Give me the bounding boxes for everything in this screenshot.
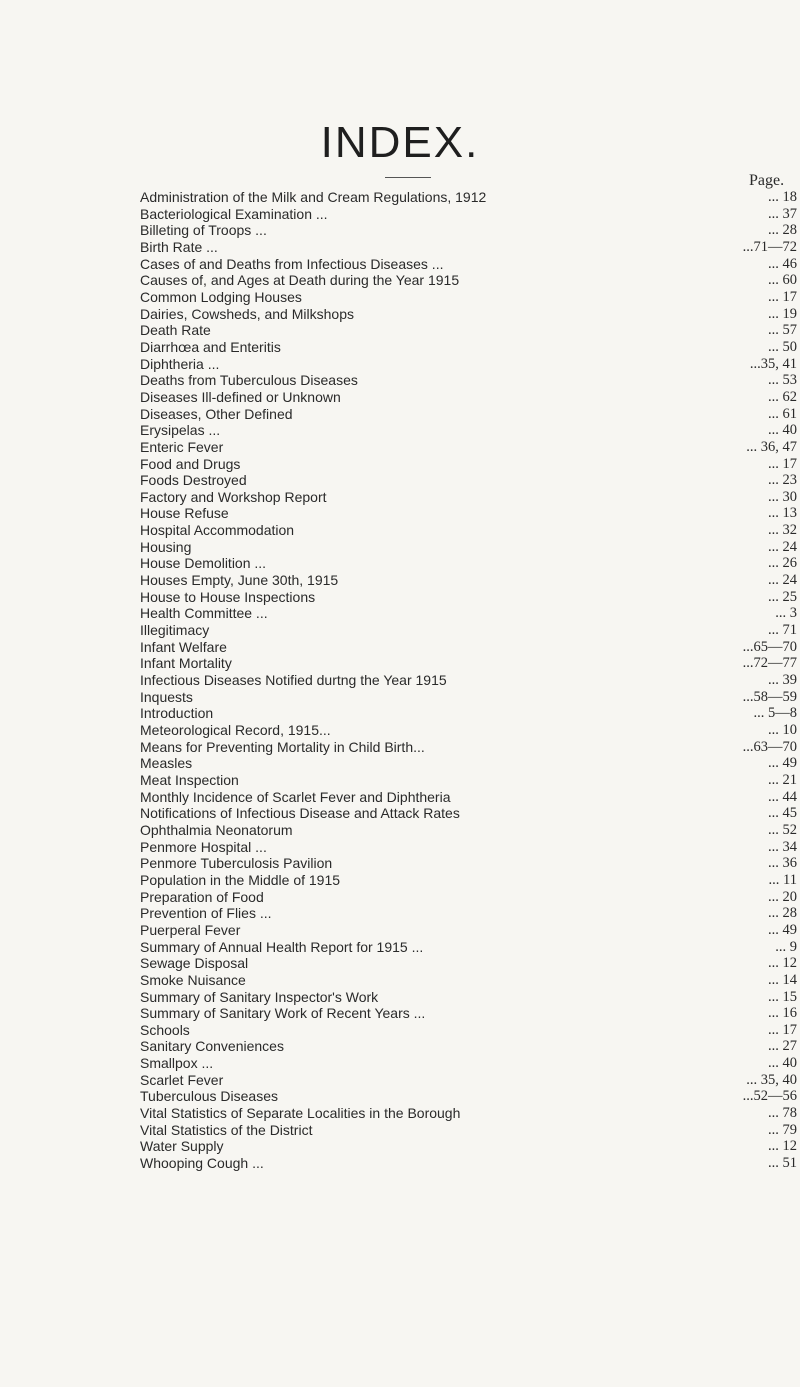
index-entry xyxy=(140,239,797,256)
index-entry-label: House to House Inspections xyxy=(140,588,316,605)
index-entry xyxy=(140,1138,797,1155)
index-entry-label: Meteorological Record, 1915... xyxy=(140,722,331,738)
index-entry-label: Sanitary Conveniences xyxy=(140,1038,284,1055)
index-entry-page: ... 44 xyxy=(768,788,797,805)
index-entry xyxy=(140,322,797,339)
index-entry xyxy=(140,739,797,756)
index-entry-page: ...35, 41 xyxy=(749,355,797,372)
index-entry xyxy=(140,822,797,839)
index-entry xyxy=(140,1022,797,1039)
index-entry-page: ... 9 xyxy=(775,938,797,955)
index-entry xyxy=(140,189,797,206)
index-entry-label: Diseases Ill-defined or Unknown xyxy=(140,388,341,405)
index-entry-label: Prevention of Flies ... xyxy=(140,905,272,922)
index-entry-label: Summary of Annual Health Report for 1915 ... xyxy=(140,938,424,955)
index-entry-label: Dairies, Cowsheds, and Milkshops xyxy=(140,305,354,322)
index-entry xyxy=(140,955,797,972)
index-entry-label: Infectious Diseases Notified durtng the Year 1915 xyxy=(140,672,447,689)
index-entry-label: Ophthalmia Neonatorum xyxy=(140,821,293,838)
index-entry-page: ... 40 xyxy=(768,422,797,439)
index-entry xyxy=(140,289,797,306)
index-entry-page: ... 18 xyxy=(768,189,797,205)
index-entry-page: ... 15 xyxy=(768,988,797,1005)
index-entry-page: ... 61 xyxy=(768,405,797,422)
index-entry-label: Inquests xyxy=(140,688,193,705)
index-entry-page: ... 35, 40 xyxy=(746,1071,797,1088)
page-column-header: Page. xyxy=(749,172,785,189)
index-entry xyxy=(140,939,797,956)
index-entry-page: ... 37 xyxy=(768,205,797,222)
index-entry-page: ... 62 xyxy=(768,388,797,405)
index-entry-label: Monthly Incidence of Scarlet Fever and Diphtheria xyxy=(140,788,451,805)
index-entry-label: Measles xyxy=(140,755,193,772)
index-entry-label: Houses Empty, June 30th, 1915 xyxy=(140,572,339,589)
index-entry-page: ... 17 xyxy=(768,1021,797,1038)
index-entry-page: ... 14 xyxy=(768,971,797,988)
index-entry-page: ... 60 xyxy=(768,272,797,289)
index-entry-label: Diphtheria ... xyxy=(140,355,220,372)
index-entry xyxy=(140,689,797,706)
index-entry-label: Hospital Accommodation xyxy=(140,522,295,539)
index-entry-page: ... 25 xyxy=(768,588,797,605)
index-entry-page: ... 26 xyxy=(768,555,797,572)
index-entry-page: ... 49 xyxy=(768,755,797,772)
index-entry-page: ...52—56 xyxy=(742,1088,797,1105)
index-entry-label: Sewage Disposal xyxy=(140,955,249,972)
index-entry-label: House Refuse xyxy=(140,505,229,522)
index-entry-label: Infant Welfare xyxy=(140,638,227,655)
index-entry-label: House Demolition ... xyxy=(140,555,267,572)
index-entry xyxy=(140,489,797,506)
index-entry xyxy=(140,805,797,822)
index-entry-page: ... 32 xyxy=(768,522,797,539)
index-entry xyxy=(140,622,797,639)
index-entry-label: Erysipelas ... xyxy=(140,422,221,439)
index-entry xyxy=(140,272,797,289)
index-list xyxy=(140,189,797,1172)
index-entry xyxy=(140,422,797,439)
index-entry xyxy=(140,406,797,423)
index-entry xyxy=(140,472,797,489)
index-entry xyxy=(140,306,797,323)
index-entry-label: Preparation of Food xyxy=(140,888,264,905)
index-entry-page: ... 49 xyxy=(768,921,797,938)
index-entry-page: ... 23 xyxy=(768,472,797,489)
index-entry xyxy=(140,639,797,656)
index-entry xyxy=(140,1122,797,1139)
index-entry xyxy=(140,389,797,406)
index-entry-page: ... 71 xyxy=(768,622,797,639)
index-entry-page: ...58—59 xyxy=(742,688,797,705)
index-entry-page: ... 17 xyxy=(768,288,797,305)
index-entry xyxy=(140,572,797,589)
index-entry-label: Deaths from Tuberculous Diseases xyxy=(140,372,358,389)
index-entry-page: ...71—72 xyxy=(742,238,797,255)
index-entry-label: Foods Destroyed xyxy=(140,472,247,489)
index-entry xyxy=(140,1005,797,1022)
index-entry-page: ... 36, 47 xyxy=(746,438,797,455)
index-entry-label: Puerperal Fever xyxy=(140,921,241,938)
index-entry xyxy=(140,772,797,789)
index-entry-label: Summary of Sanitary Work of Recent Years ... xyxy=(140,1005,426,1022)
index-entry-page: ... 13 xyxy=(768,505,797,522)
index-entry-label: Means for Preventing Mortality in Child Birth... xyxy=(140,738,425,755)
index-entry xyxy=(140,989,797,1006)
index-entry-label: Scarlet Fever xyxy=(140,1071,224,1088)
index-entry-page: ... 57 xyxy=(768,322,797,339)
index-entry-label: Vital Statistics of Separate Localities in the Borough xyxy=(140,1105,461,1122)
index-entry-label: Housing xyxy=(140,538,192,555)
index-entry-label: Administration of the Milk and Cream Regulations, 1912 xyxy=(140,189,487,205)
index-entry-page: ... 24 xyxy=(768,572,797,589)
index-entry xyxy=(140,356,797,373)
index-entry-label: Summary of Sanitary Inspector's Work xyxy=(140,988,379,1005)
index-entry-page: ...63—70 xyxy=(742,738,797,755)
index-entry-label: Water Supply xyxy=(140,1138,224,1155)
index-entry-label: Introduction xyxy=(140,705,214,722)
index-entry-page: ... 3 xyxy=(775,605,797,622)
index-entry xyxy=(140,1072,797,1089)
index-entry-label: Schools xyxy=(140,1021,190,1038)
index-entry xyxy=(140,222,797,239)
index-entry-page: ... 36 xyxy=(768,855,797,872)
index-entry xyxy=(140,889,797,906)
index-entry xyxy=(140,755,797,772)
index-entry xyxy=(140,655,797,672)
index-entry-page: ... 28 xyxy=(768,905,797,922)
index-entry-page: ... 12 xyxy=(768,955,797,972)
index-entry-page: ... 10 xyxy=(768,722,797,738)
index-entry-label: Billeting of Troops ... xyxy=(140,222,267,239)
index-entry-page: ... 30 xyxy=(768,488,797,505)
index-entry xyxy=(140,839,797,856)
index-entry xyxy=(140,505,797,522)
index-entry-page: ... 46 xyxy=(768,255,797,272)
index-entry-label: Penmore Hospital ... xyxy=(140,838,267,855)
index-entry-label: Causes of, and Ages at Death during the Year 1915 xyxy=(140,272,460,289)
index-entry-page: ... 34 xyxy=(768,838,797,855)
index-entry-label: Smallpox ... xyxy=(140,1055,214,1072)
index-entry xyxy=(140,705,797,722)
index-entry-page: ... 11 xyxy=(768,871,797,888)
index-entry xyxy=(140,905,797,922)
index-entry-label: Death Rate xyxy=(140,322,211,339)
index-entry-page: ... 12 xyxy=(768,1138,797,1155)
index-entry-label: Whooping Cough ... xyxy=(140,1155,264,1172)
index-entry-label: Food and Drugs xyxy=(140,455,241,472)
index-entry xyxy=(140,589,797,606)
index-entry-page: ...65—70 xyxy=(742,638,797,655)
index-entry xyxy=(140,1055,797,1072)
index-entry xyxy=(140,1155,797,1172)
index-entry-page: ... 16 xyxy=(768,1005,797,1022)
index-entry xyxy=(140,555,797,572)
index-entry-page: ... 40 xyxy=(768,1055,797,1072)
index-entry xyxy=(140,672,797,689)
index-entry-label: Population in the Middle of 1915 xyxy=(140,871,341,888)
index-entry-label: Factory and Workshop Report xyxy=(140,488,327,505)
index-entry-page: ... 78 xyxy=(768,1105,797,1122)
index-entry xyxy=(140,339,797,356)
index-entry-label: Penmore Tuberculosis Pavilion xyxy=(140,855,333,872)
index-entry-page: ... 53 xyxy=(768,372,797,389)
index-entry-page: ... 28 xyxy=(768,222,797,239)
index-entry xyxy=(140,972,797,989)
index-entry-label: Common Lodging Houses xyxy=(140,288,302,305)
index-entry xyxy=(140,439,797,456)
title-rule xyxy=(385,177,431,178)
index-entry-page: ... 20 xyxy=(768,888,797,905)
index-entry-label: Notifications of Infectious Disease and Attack Rates xyxy=(140,805,460,822)
index-entry xyxy=(140,539,797,556)
index-entry-page: ... 24 xyxy=(768,538,797,555)
index-entry-label: Enteric Fever xyxy=(140,438,224,455)
index-entry-page: ... 51 xyxy=(768,1155,797,1172)
index-entry xyxy=(140,456,797,473)
index-entry-label: Illegitimacy xyxy=(140,622,210,639)
index-entry xyxy=(140,1088,797,1105)
index-entry xyxy=(140,605,797,622)
index-entry-label: Diseases, Other Defined xyxy=(140,405,293,422)
index-entry xyxy=(140,1038,797,1055)
index-entry-page: ... 39 xyxy=(768,672,797,689)
index-entry-page: ... 52 xyxy=(768,821,797,838)
index-entry-page: ... 27 xyxy=(768,1038,797,1055)
index-entry-page: ...72—77 xyxy=(742,655,797,672)
index-entry xyxy=(140,922,797,939)
index-entry xyxy=(140,855,797,872)
index-entry-label: Cases of and Deaths from Infectious Diseases ... xyxy=(140,255,444,272)
index-entry-page: ... 21 xyxy=(768,771,797,788)
index-entry-page: ... 79 xyxy=(768,1121,797,1138)
index-entry xyxy=(140,872,797,889)
index-entry-label: Bacteriological Examination ... xyxy=(140,205,328,222)
index-entry-label: Vital Statistics of the District xyxy=(140,1121,313,1138)
index-entry-label: Infant Mortality xyxy=(140,655,232,672)
index-entry xyxy=(140,1105,797,1122)
index-entry-page: ... 17 xyxy=(768,455,797,472)
index-entry-page: ... 19 xyxy=(768,305,797,322)
index-entry-page: ... 45 xyxy=(768,805,797,822)
index-entry-label: Tuberculous Diseases xyxy=(140,1088,278,1105)
index-entry xyxy=(140,522,797,539)
index-entry xyxy=(140,372,797,389)
index-entry-label: Diarrhœa and Enteritis xyxy=(140,338,281,355)
index-entry-label: Health Committee ... xyxy=(140,605,268,622)
index-entry-label: Meat Inspection xyxy=(140,771,239,788)
index-entry-page: ... 50 xyxy=(768,338,797,355)
index-entry xyxy=(140,789,797,806)
index-entry xyxy=(140,256,797,273)
index-entry xyxy=(140,722,797,739)
index-entry xyxy=(140,206,797,223)
index-entry-page: ... 5—8 xyxy=(753,705,797,722)
page-title: INDEX. xyxy=(320,118,480,167)
index-entry-label: Smoke Nuisance xyxy=(140,971,246,988)
index-entry-label: Birth Rate ... xyxy=(140,238,218,255)
